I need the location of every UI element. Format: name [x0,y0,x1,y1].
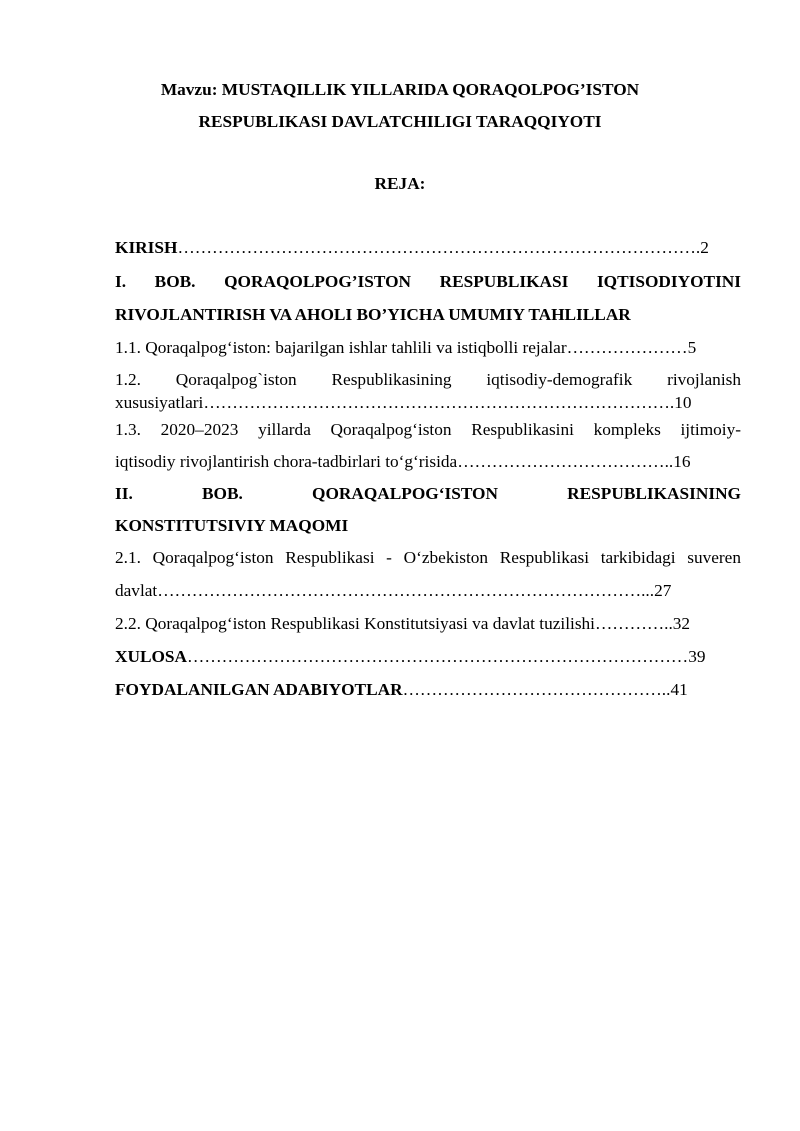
page-number: 32 [672,614,691,633]
toc-label: davlat [115,581,158,600]
dot-leader: ……………………………….. [457,452,674,471]
page-number: 2 [700,238,709,257]
toc-chapter-1 [115,272,741,292]
toc-label: FOYDALANILGAN ADABIYOTLAR [115,680,403,699]
page-number: 10 [674,393,692,412]
toc-label: KIRISH [115,238,178,257]
dot-leader: …………………………………………………………………………... [157,581,655,600]
dot-leader: ……………………………………….. [402,680,671,699]
toc-entry-1-3-cont [115,452,741,472]
document-title [100,74,700,138]
toc-entry-1-2 [115,370,741,390]
page-number: 39 [688,647,706,666]
dot-leader: ………………………………………………………………………. [203,393,675,412]
toc-label: XULOSA [115,647,188,666]
page-number: 16 [673,452,691,471]
page-number: 5 [687,338,697,357]
toc-entry-1-2-cont [115,393,741,413]
toc-entry-kirish [115,238,741,258]
toc-entry-1-3 [115,420,741,440]
toc-entry-adabiyotlar [115,680,741,700]
toc-chapter-1-cont [115,305,741,325]
chapter-heading-line-2: KONSTITUTSIVIY MAQOMI [115,516,349,535]
toc-label-line-1: 1.2. Qoraqalpog`iston Respublikasining iqtisodiy-demografik rivojlanish [115,370,741,389]
chapter-heading-line-2: RIVOJLANTIRISH VA AHOLI BO’YICHA UMUMIY TAHLILLAR [115,305,631,324]
toc-label: xususiyatlari [115,393,204,412]
dot-leader: ………………………………………………………………………………. [177,238,701,257]
toc-label: iqtisodiy rivojlantirish chora-tadbirlari to‘g‘risida [115,452,458,471]
dot-leader: …………………………………………………………………………… [187,647,689,666]
toc-label: 2.2. Qoraqalpog‘iston Respublikasi Konstitutsiyasi va davlat tuzilishi [115,614,595,633]
toc-entry-2-2 [115,614,741,634]
plan-heading: REJA: [374,174,426,193]
toc-label-line-1: 2.1. Qoraqalpog‘iston Respublikasi - O‘zbekiston Respublikasi tarkibidagi suveren [115,548,741,567]
page-number: 41 [670,680,688,699]
toc-chapter-2-cont [115,516,741,536]
toc-entry-xulosa [115,647,741,667]
toc-label: 1.1. Qoraqalpog‘iston: bajarilgan ishlar tahlili va istiqbolli rejalar [115,338,567,357]
toc-entry-2-1 [115,548,741,568]
chapter-heading-line-1: I. BOB. QORAQOLPOG’ISTON RESPUBLIKASI IQTISODIYOTINI [115,272,741,291]
page-number: 27 [654,581,672,600]
dot-leader: ………………… [566,338,688,357]
toc-label-line-1: 1.3. 2020–2023 yillarda Qoraqalpog‘iston Respublikasini kompleks ijtimoiy- [115,420,741,439]
dot-leader: ………….. [595,614,673,633]
title-line-2: RESPUBLIKASI DAVLATCHILIGI TARAQQIYOTI [198,112,602,131]
toc-entry-1-1 [115,338,741,358]
toc-entry-2-1-cont [115,581,741,601]
title-line-1: Mavzu: MUSTAQILLIK YILLARIDA QORAQOLPOG’ISTON [160,80,640,99]
chapter-heading-line-1: II. BOB. QORAQALPOG‘ISTON RESPUBLIKASINING [115,484,741,503]
toc-chapter-2 [115,484,741,504]
